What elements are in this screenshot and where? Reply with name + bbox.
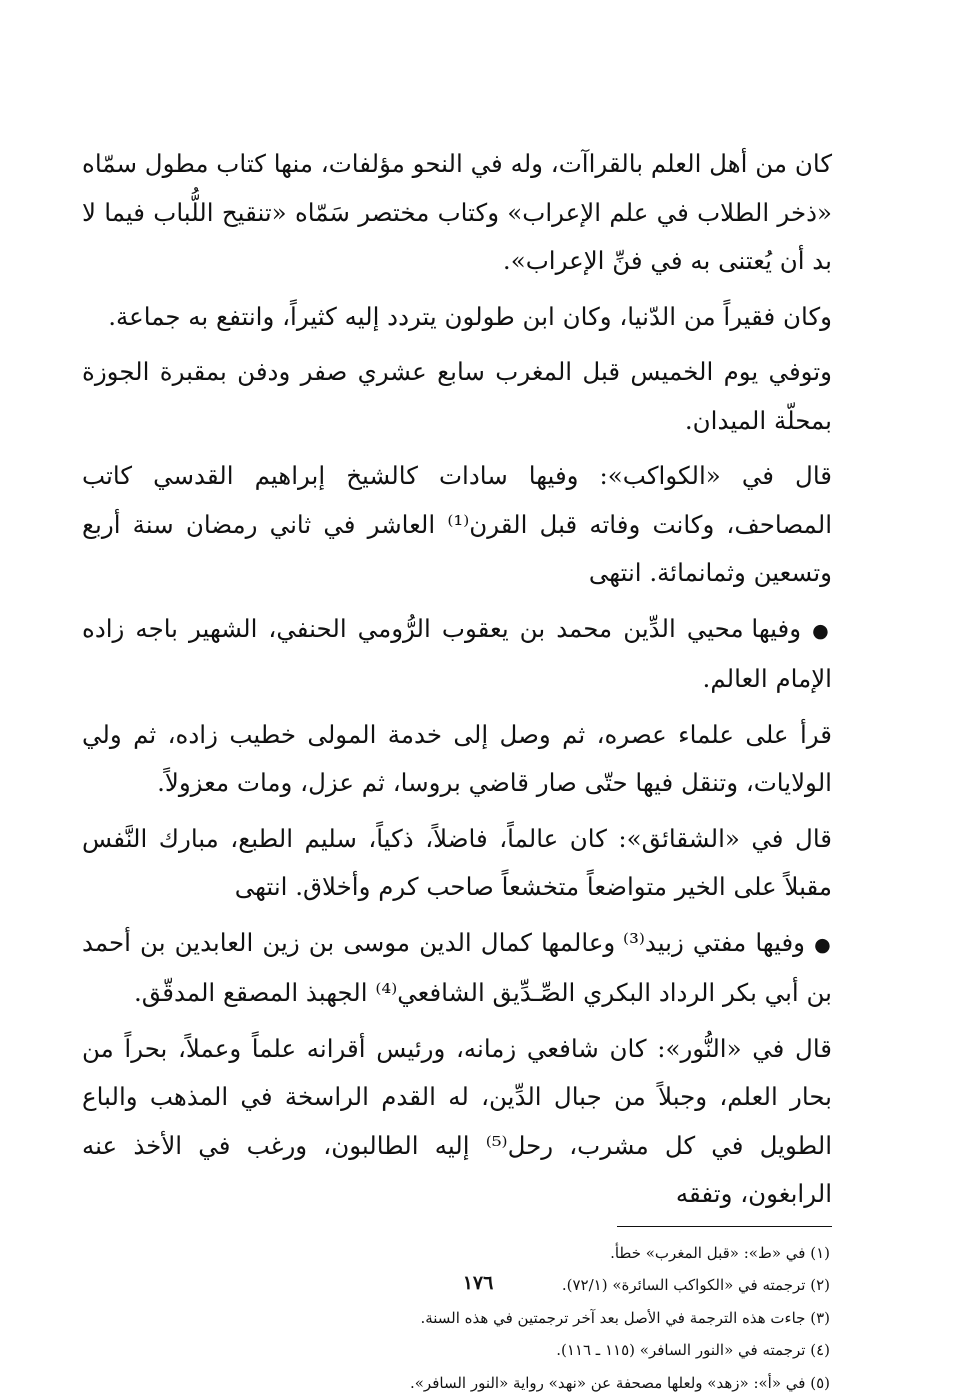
footnote-3: (٣) جاءت هذه الترجمة في الأصل بعد آخر ترجمتين في هذه السنة. (82, 1302, 832, 1335)
bullet-icon: ● (814, 934, 832, 956)
bullet-icon: ● (812, 620, 832, 642)
footnote-2: (٢) ترجمته في «الكواكب السائرة» (٧٢/١). (82, 1269, 832, 1302)
paragraph-8-text: وفيها مفتي زبيد⁽³⁾ وعالمها كمال الدين موسى بن زين العابدين بن أحمد بن أبي بكر الرداد البكري الصِّـدِّيق الشافعي⁽⁴⁾ الجهبذ المصقع المدقّق. (82, 928, 832, 1008)
paragraph-9: قال في «النُّور»: كان شافعي زمانه، ورئيس أقرانه علماً وعملاً، بحراً من بحار العلم، وجبلاً من جبال الدِّين، له القدم الراسخة في المذهب والباع الطويل في كل مشرب، رحل⁽⁵⁾ إليه الطالبون، ورغب في الأخذ عنه الرابغون، وتفقه (82, 1025, 832, 1219)
page-body (82, 140, 832, 1399)
footnote-4: (٤) ترجمته في «النور السافر» (١١٥ ـ ١١٦). (82, 1334, 832, 1367)
paragraph-7: قال في «الشقائق»: كان عالماً، فاضلاً، ذكياً، سليم الطبع، مبارك النَّفس مقبلاً على الخير متواضعاً متخشعاً صاحب كرم وأخلاق. انتهى (82, 815, 832, 912)
paragraph-6: قرأ على علماء عصره، ثم وصل إلى خدمة المولى خطيب زاده، ثم ولي الولايات، وتنقل فيها حتّى صار قاضي بروسا، ثم عزل، ومات معزولاً. (82, 711, 832, 808)
paragraph-4: قال في «الكواكب»: وفيها سادات كالشيخ إبراهيم القدسي كاتب المصاحف، وكانت وفاته قبل القرن⁽¹⁾ العاشر في ثاني رمضان سنة أربع وتسعين وثمانمائة. انتهى (82, 452, 832, 598)
paragraph-1: كان من أهل العلم بالقراآت، وله في النحو مؤلفات، منها كتاب مطول سمّاه «ذخر الطلاب في علم الإعراب» وكتاب مختصر سَمّاه «تنقيح اللُّباب فيما لا بد أن يُعتنى به في فنِّ الإعراب». (82, 140, 832, 286)
footnote-separator (617, 1226, 832, 1227)
paragraph-5 (82, 605, 832, 704)
page-number: ١٧٦ (0, 1272, 956, 1294)
paragraph-3: وتوفي يوم الخميس قبل المغرب سابع عشري صفر ودفن بمقبرة الجوزة بمحلّة الميدان. (82, 348, 832, 445)
paragraph-5-text: وفيها محيي الدِّين محمد بن يعقوب الرُّومي الحنفي، الشهير باجه زاده الإمام العالم. (82, 614, 832, 694)
footnotes (82, 1237, 832, 1399)
footnote-1: (١) في «ط»: «قبل المغرب» خطأ. (82, 1237, 832, 1270)
paragraph-8 (82, 919, 832, 1018)
paragraph-2: وكان فقيراً من الدّنيا، وكان ابن طولون يتردد إليه كثيراً، وانتفع به جماعة. (82, 293, 832, 342)
footnote-5: (٥) في «أ»: «زهد» ولعلها مصحفة عن «نهد» رواية «النور السافر». (82, 1367, 832, 1399)
